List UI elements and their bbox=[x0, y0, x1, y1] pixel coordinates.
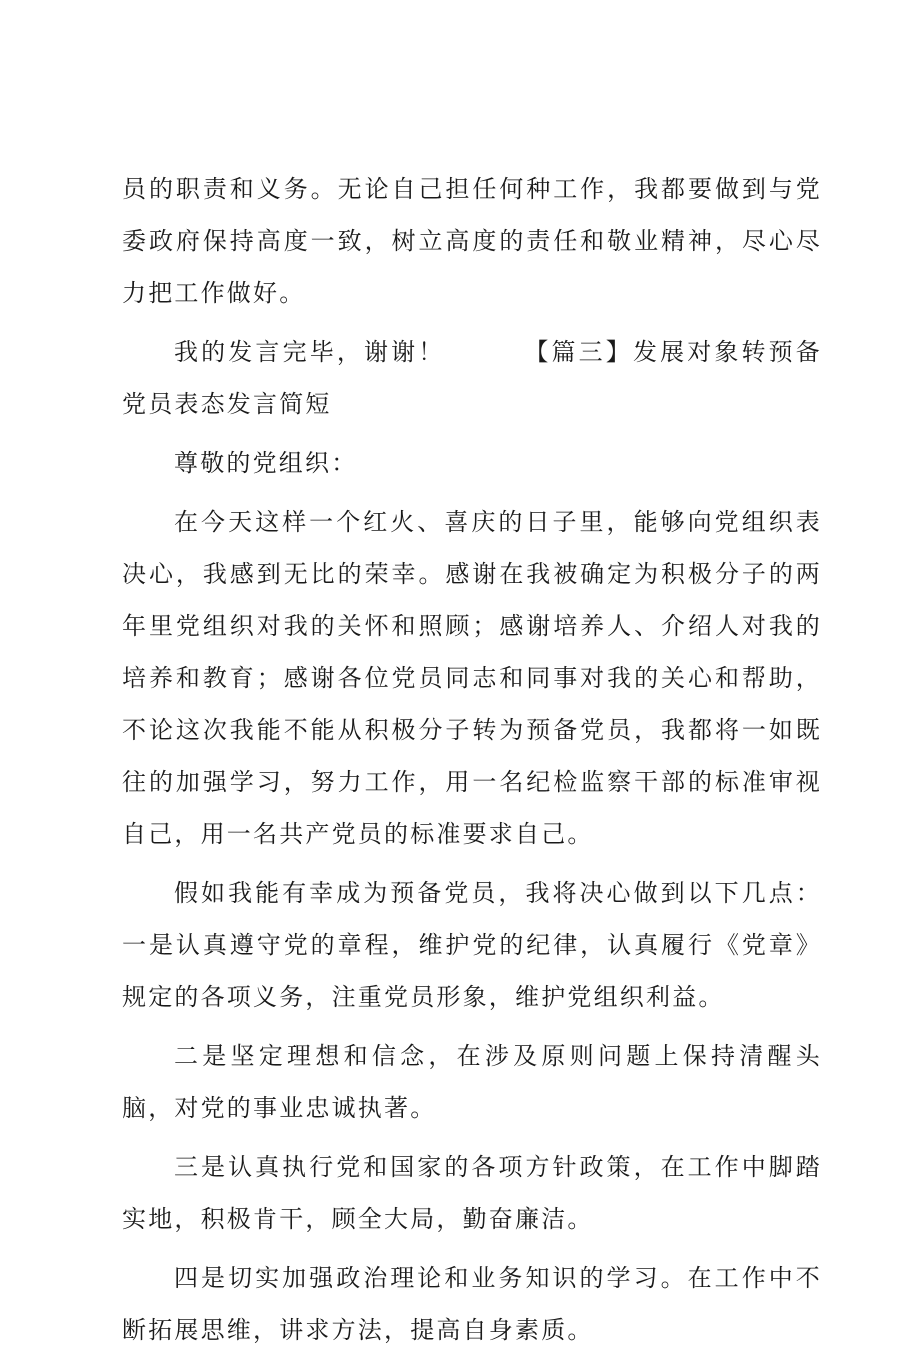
section-heading: 【篇三】发展对象转预备党员表态发言简短 bbox=[122, 338, 823, 418]
paragraph-point-two: 二是坚定理想和信念，在涉及原则问题上保持清醒头脑，对党的事业忠诚执著。 bbox=[122, 1042, 822, 1122]
paragraph-point-three: 三是认真执行党和国家的各项方针政策，在工作中脚踏实地，积极肯干，顾全大局，勤奋廉洁。 bbox=[122, 1153, 822, 1233]
paragraph-point-one: 假如我能有幸成为预备党员，我将决心做到以下几点：一是认真遵守党的章程，维护党的纪律，认真履行《党章》规定的各项义务，注重党员形象，维护党组织利益。 bbox=[122, 879, 822, 1011]
paragraph-point-four: 四是切实加强政治理论和业务知识的学习。在工作中不断拓展思维，讲求方法，提高自身素质。 bbox=[122, 1264, 822, 1344]
closing-remark: 我的发言完毕，谢谢！ bbox=[174, 338, 446, 366]
paragraph-duties: 员的职责和义务。无论自己担任何种工作，我都要做到与党委政府保持高度一致，树立高度的责任和敬业精神，尽心尽力把工作做好。 bbox=[122, 175, 822, 307]
paragraph-closing-and-heading bbox=[122, 326, 822, 430]
document-body bbox=[122, 163, 822, 1356]
paragraph-gratitude: 在今天这样一个红火、喜庆的日子里，能够向党组织表决心，我感到无比的荣幸。感谢在我被确定为积极分子的两年里党组织对我的关怀和照顾；感谢培养人、介绍人对我的培养和教育；感谢各位党员同志和同事对我的关心和帮助，不论这次我能不能从积极分子转为预备党员，我都将一如既往的加强学习，努力工作，用一名纪检监察干部的标准审视自己，用一名共产党员的标准要求自己。 bbox=[122, 508, 822, 848]
salutation: 尊敬的党组织： bbox=[174, 449, 358, 477]
